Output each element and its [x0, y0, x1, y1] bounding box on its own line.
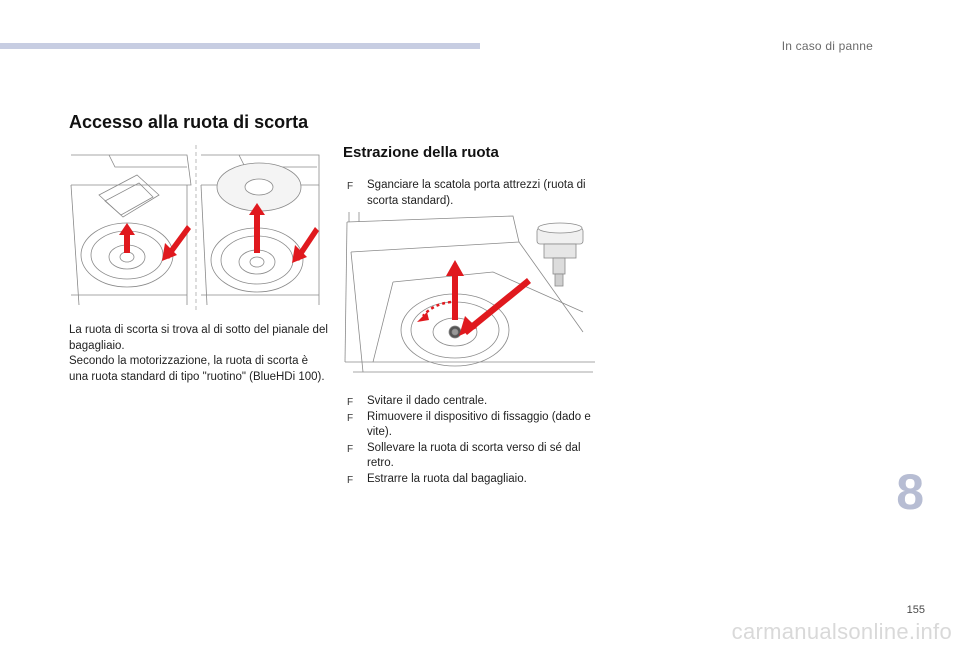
step-text: Rimuovere il dispositivo di fissaggio (dado e vite). — [367, 410, 591, 438]
list-item — [343, 410, 603, 441]
watermark: carmanualsonline.info — [731, 619, 952, 644]
lift-arrow-icon — [119, 203, 265, 253]
step-text: Svitare il dado centrale. — [367, 395, 488, 407]
extraction-steps-list — [343, 394, 603, 487]
bullet-marker: F — [347, 397, 354, 408]
list-item — [343, 394, 603, 410]
header-accent-bar — [0, 43, 480, 49]
intro-paragraph-type: Secondo la motorizzazione, la ruota di scorta è una ruota standard di tipo "ruotino" (BlueHDi 100). — [69, 355, 325, 383]
intro-paragraph-location: La ruota di scorta si trova al di sotto del pianale del bagagliaio. — [69, 324, 328, 352]
spare-wheel-location-illustration — [69, 145, 322, 313]
lift-arrow-icon — [446, 260, 464, 320]
pointer-arrow-icon — [459, 278, 531, 336]
step-text: Estrarre la ruota dal bagagliaio. — [367, 472, 527, 485]
list-item — [343, 178, 603, 209]
bullet-marker: F — [347, 412, 354, 424]
bullet-marker: F — [347, 474, 354, 486]
wheel-extraction-illustration — [343, 212, 598, 387]
bullet-marker: F — [347, 443, 354, 455]
list-item — [343, 441, 603, 472]
section-heading-extraction: Estrazione della ruota — [343, 144, 499, 161]
extraction-intro-list — [343, 178, 603, 209]
page-title: Accesso alla ruota di scorta — [69, 112, 309, 132]
list-item — [343, 472, 603, 488]
step-text: Sollevare la ruota di scorta verso di sé dal retro. — [367, 441, 581, 469]
chapter-number: 8 — [896, 464, 924, 520]
page-number: 155 — [906, 604, 925, 616]
step-text: Sganciare la scatola porta attrezzi (ruota di scorta standard). — [367, 179, 586, 207]
bullet-marker: F — [347, 181, 354, 192]
section-header: In caso di panne — [781, 39, 873, 53]
